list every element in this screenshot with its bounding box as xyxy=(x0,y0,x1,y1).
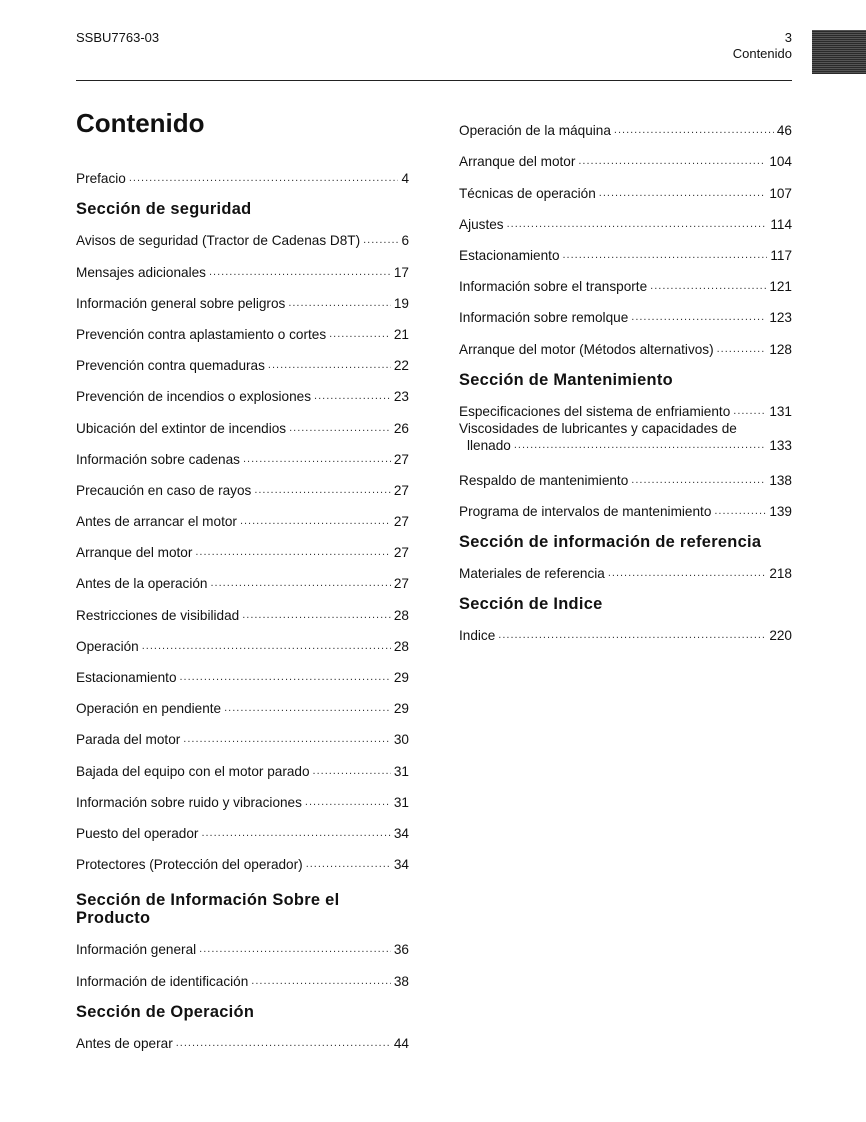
toc-section-heading xyxy=(76,990,409,1021)
dot-leader xyxy=(631,309,766,326)
toc-section-heading xyxy=(459,520,792,551)
toc-entry-page: 44 xyxy=(393,1035,409,1051)
dot-leader xyxy=(243,451,391,468)
toc-entry-page: 28 xyxy=(393,638,409,654)
dot-leader xyxy=(211,575,391,592)
toc-entry-page: 23 xyxy=(393,389,409,405)
toc-entry-page: 22 xyxy=(393,358,409,374)
toc-entry-label: Viscosidades de lubricantes y capacidades de xyxy=(459,420,737,436)
toc-entry[interactable] xyxy=(76,468,409,499)
toc-entry-page: 220 xyxy=(769,628,792,644)
toc-entry[interactable] xyxy=(459,489,792,520)
toc-entry-label: Prevención de incendios o explosiones xyxy=(76,389,312,405)
toc-entry[interactable] xyxy=(76,748,409,779)
toc-entry-label: Técnicas de operación xyxy=(459,185,596,201)
toc-entry[interactable] xyxy=(76,686,409,717)
dot-leader xyxy=(650,278,766,295)
toc-entry[interactable] xyxy=(76,156,409,187)
toc-entry-label: Precaución en caso de rayos xyxy=(76,482,252,498)
toc-entry[interactable] xyxy=(76,437,409,468)
dot-leader xyxy=(201,825,390,842)
toc-section-heading xyxy=(76,873,409,927)
toc-entry[interactable] xyxy=(76,405,409,436)
toc-entry[interactable] xyxy=(76,811,409,842)
dot-leader xyxy=(289,420,391,437)
section-heading-label: Sección de información de referencia xyxy=(459,533,762,552)
chapter-tab-marker xyxy=(812,30,866,74)
dot-leader xyxy=(363,232,398,249)
dot-leader xyxy=(314,388,391,405)
toc-entry-label: Restricciones de visibilidad xyxy=(76,607,240,623)
toc-entry[interactable] xyxy=(76,312,409,343)
toc-entry[interactable] xyxy=(459,170,792,201)
toc-entry-label: Operación en pendiente xyxy=(76,701,222,717)
toc-entry-label: Programa de intervalos de mantenimiento xyxy=(459,504,712,520)
toc-entry-page: 104 xyxy=(769,154,792,170)
toc-entry-label: Antes de la operación xyxy=(76,576,208,592)
toc-entry[interactable] xyxy=(76,592,409,623)
dot-leader xyxy=(199,941,391,958)
toc-entry-label-cont: llenado xyxy=(467,437,511,453)
toc-entry-label: Operación xyxy=(76,638,139,654)
toc-entry[interactable] xyxy=(459,389,792,420)
section-heading-label: Sección de Operación xyxy=(76,1002,255,1021)
toc-entry-label: Información sobre ruido y vibraciones xyxy=(76,794,302,810)
header-right xyxy=(733,30,792,62)
toc-entry-page: 117 xyxy=(770,247,792,263)
toc-section-heading xyxy=(459,582,792,613)
toc-entry[interactable] xyxy=(76,624,409,655)
toc-entry[interactable] xyxy=(76,655,409,686)
dot-leader xyxy=(305,794,391,811)
toc-entry-label: Antes de arrancar el motor xyxy=(76,514,237,530)
dot-leader xyxy=(240,513,391,530)
dot-leader xyxy=(288,295,391,312)
dot-leader xyxy=(507,216,768,233)
toc-entry-page: 121 xyxy=(769,279,792,295)
dot-leader xyxy=(733,403,766,420)
toc-entry-label: Información sobre cadenas xyxy=(76,451,240,467)
toc-entry[interactable] xyxy=(76,281,409,312)
dot-leader xyxy=(268,357,391,374)
toc-entry-label: Ubicación del extintor de incendios xyxy=(76,420,287,436)
toc-entry-page: 46 xyxy=(776,123,792,139)
toc-entry[interactable] xyxy=(76,717,409,748)
toc-entry-page: 27 xyxy=(393,482,409,498)
toc-entry[interactable] xyxy=(76,530,409,561)
dot-leader xyxy=(183,731,391,748)
toc-entry-label: Información general xyxy=(76,942,197,958)
toc-entry-label: Información sobre el transporte xyxy=(459,279,648,295)
toc-entry-label: Parada del motor xyxy=(76,732,181,748)
toc-entry[interactable] xyxy=(459,326,792,357)
toc-entry[interactable] xyxy=(76,927,409,958)
toc-entry-page: 29 xyxy=(393,670,409,685)
toc-entry-page: 30 xyxy=(393,732,409,748)
dot-leader xyxy=(514,437,766,454)
toc-entry-page: 114 xyxy=(770,216,792,232)
toc-entry[interactable] xyxy=(459,420,792,458)
toc-entry[interactable] xyxy=(459,139,792,170)
toc-entry-label: Prefacio xyxy=(76,171,126,187)
toc-entry-page: 28 xyxy=(393,607,409,623)
page-number: 3 xyxy=(784,30,792,45)
toc-entry[interactable] xyxy=(459,458,792,489)
dot-leader xyxy=(306,856,391,873)
dot-leader xyxy=(329,326,391,343)
toc-section-heading xyxy=(76,187,409,218)
toc-entry[interactable] xyxy=(76,343,409,374)
toc-entry-page: 31 xyxy=(393,763,409,779)
dot-leader xyxy=(498,627,766,644)
dot-leader xyxy=(224,700,391,717)
toc-entry-label: Avisos de seguridad (Tractor de Cadenas D8T) xyxy=(76,233,361,249)
toc-entry[interactable] xyxy=(459,108,792,139)
toc-entry-page: 27 xyxy=(393,451,409,467)
toc-entry-page: 19 xyxy=(393,295,409,311)
toc-entry-page: 138 xyxy=(769,472,792,488)
toc-entry-label: Estacionamiento xyxy=(76,670,177,685)
toc-entry-label: Puesto del operador xyxy=(76,825,199,841)
toc-entry-page: 26 xyxy=(393,420,409,436)
toc-entry-page: 17 xyxy=(393,264,409,280)
toc-entry[interactable] xyxy=(459,295,792,326)
toc-entry-label: Prevención contra aplastamiento o cortes xyxy=(76,326,327,342)
toc-left-list xyxy=(76,156,409,1052)
toc-entry-page: 34 xyxy=(393,825,409,841)
toc-entry-label: Ajustes xyxy=(459,216,504,232)
toc-right-list xyxy=(459,108,792,644)
toc-entry-page: 218 xyxy=(769,566,792,582)
toc-entry-page: 27 xyxy=(393,576,409,592)
toc-entry-page: 29 xyxy=(393,701,409,717)
toc-entry-page: 4 xyxy=(401,171,409,187)
dot-leader xyxy=(631,472,766,489)
toc-section-heading xyxy=(459,358,792,389)
toc-entry[interactable] xyxy=(76,249,409,280)
toc-entry-label: Información de identificación xyxy=(76,973,249,989)
toc-entry-page: 128 xyxy=(769,341,792,357)
section-heading-label: Sección de Indice xyxy=(459,595,603,614)
toc-entry[interactable] xyxy=(459,233,792,264)
dot-leader xyxy=(714,503,766,520)
dot-leader xyxy=(180,669,391,686)
toc-entry-label: Especificaciones del sistema de enfriamiento xyxy=(459,403,731,419)
toc-entry-label: Protectores (Protección del operador) xyxy=(76,857,303,873)
section-heading-label: Sección de Mantenimiento xyxy=(459,370,673,389)
toc-right-column xyxy=(459,108,792,644)
dot-leader xyxy=(313,763,391,780)
section-heading-label: Sección de seguridad xyxy=(76,200,252,219)
page-title: Contenido xyxy=(76,108,205,138)
toc-entry[interactable] xyxy=(76,842,409,873)
section-heading-label: Sección de Información Sobre el Producto xyxy=(76,891,340,928)
toc-entry[interactable] xyxy=(76,499,409,530)
dot-leader xyxy=(251,973,391,990)
toc-entry-label: Arranque del motor (Métodos alternativos) xyxy=(459,341,714,357)
toc-entry-page: 133 xyxy=(769,437,792,453)
toc-entry-page: 31 xyxy=(393,794,409,810)
dot-leader xyxy=(242,607,391,624)
dot-leader xyxy=(142,638,391,655)
toc-entry[interactable] xyxy=(459,613,792,644)
toc-entry-page: 36 xyxy=(393,942,409,958)
toc-entry-page: 27 xyxy=(393,545,409,561)
toc-entry[interactable] xyxy=(76,958,409,989)
toc-entry-page: 21 xyxy=(393,326,409,342)
dot-leader xyxy=(608,565,766,582)
toc-entry[interactable] xyxy=(76,780,409,811)
toc-entry-label: Prevención contra quemaduras xyxy=(76,358,265,374)
toc-entry[interactable] xyxy=(76,218,409,249)
toc-entry-label: Operación de la máquina xyxy=(459,123,611,139)
dot-leader xyxy=(176,1035,391,1052)
dot-leader xyxy=(614,122,774,139)
dot-leader xyxy=(254,482,391,499)
toc-entry[interactable] xyxy=(76,374,409,405)
toc-entry-page: 6 xyxy=(401,233,409,249)
dot-leader xyxy=(195,544,391,561)
toc-entry-label: Respaldo de mantenimiento xyxy=(459,472,629,488)
toc-entry[interactable] xyxy=(459,264,792,295)
toc-entry-label: Indice xyxy=(459,628,496,644)
header-rule xyxy=(76,80,792,81)
toc-entry-label: Estacionamiento xyxy=(459,247,560,263)
toc-entry[interactable] xyxy=(76,561,409,592)
toc-entry-label: Mensajes adicionales xyxy=(76,264,206,280)
dot-leader xyxy=(209,264,391,281)
dot-leader xyxy=(129,170,399,187)
header-doc-code: SSBU7763-03 xyxy=(76,30,160,45)
toc-entry-page: 131 xyxy=(769,403,792,419)
toc-entry-label: Arranque del motor xyxy=(459,154,576,170)
toc-entry-page: 123 xyxy=(769,310,792,326)
dot-leader xyxy=(599,185,767,202)
toc-entry-label: Materiales de referencia xyxy=(459,566,605,582)
toc-entry-label: Información general sobre peligros xyxy=(76,295,286,311)
toc-entry-label: Arranque del motor xyxy=(76,545,193,561)
toc-entry-page: 107 xyxy=(769,185,792,201)
toc-entry[interactable] xyxy=(76,1021,409,1052)
toc-entry[interactable] xyxy=(459,202,792,233)
toc-entry[interactable] xyxy=(459,551,792,582)
toc-entry-label: Antes de operar xyxy=(76,1035,173,1051)
toc-left-column xyxy=(76,106,409,1052)
dot-leader xyxy=(563,247,768,264)
toc-entry-page: 34 xyxy=(393,857,409,873)
header-section-title: Contenido xyxy=(732,46,792,61)
toc-entry-page: 38 xyxy=(393,973,409,989)
dot-leader xyxy=(717,341,767,358)
toc-entry-page: 139 xyxy=(769,504,792,520)
toc-entry-label: Información sobre remolque xyxy=(459,310,629,326)
toc-entry-page: 27 xyxy=(393,514,409,530)
toc-entry-label: Bajada del equipo con el motor parado xyxy=(76,763,310,779)
dot-leader xyxy=(578,153,766,170)
